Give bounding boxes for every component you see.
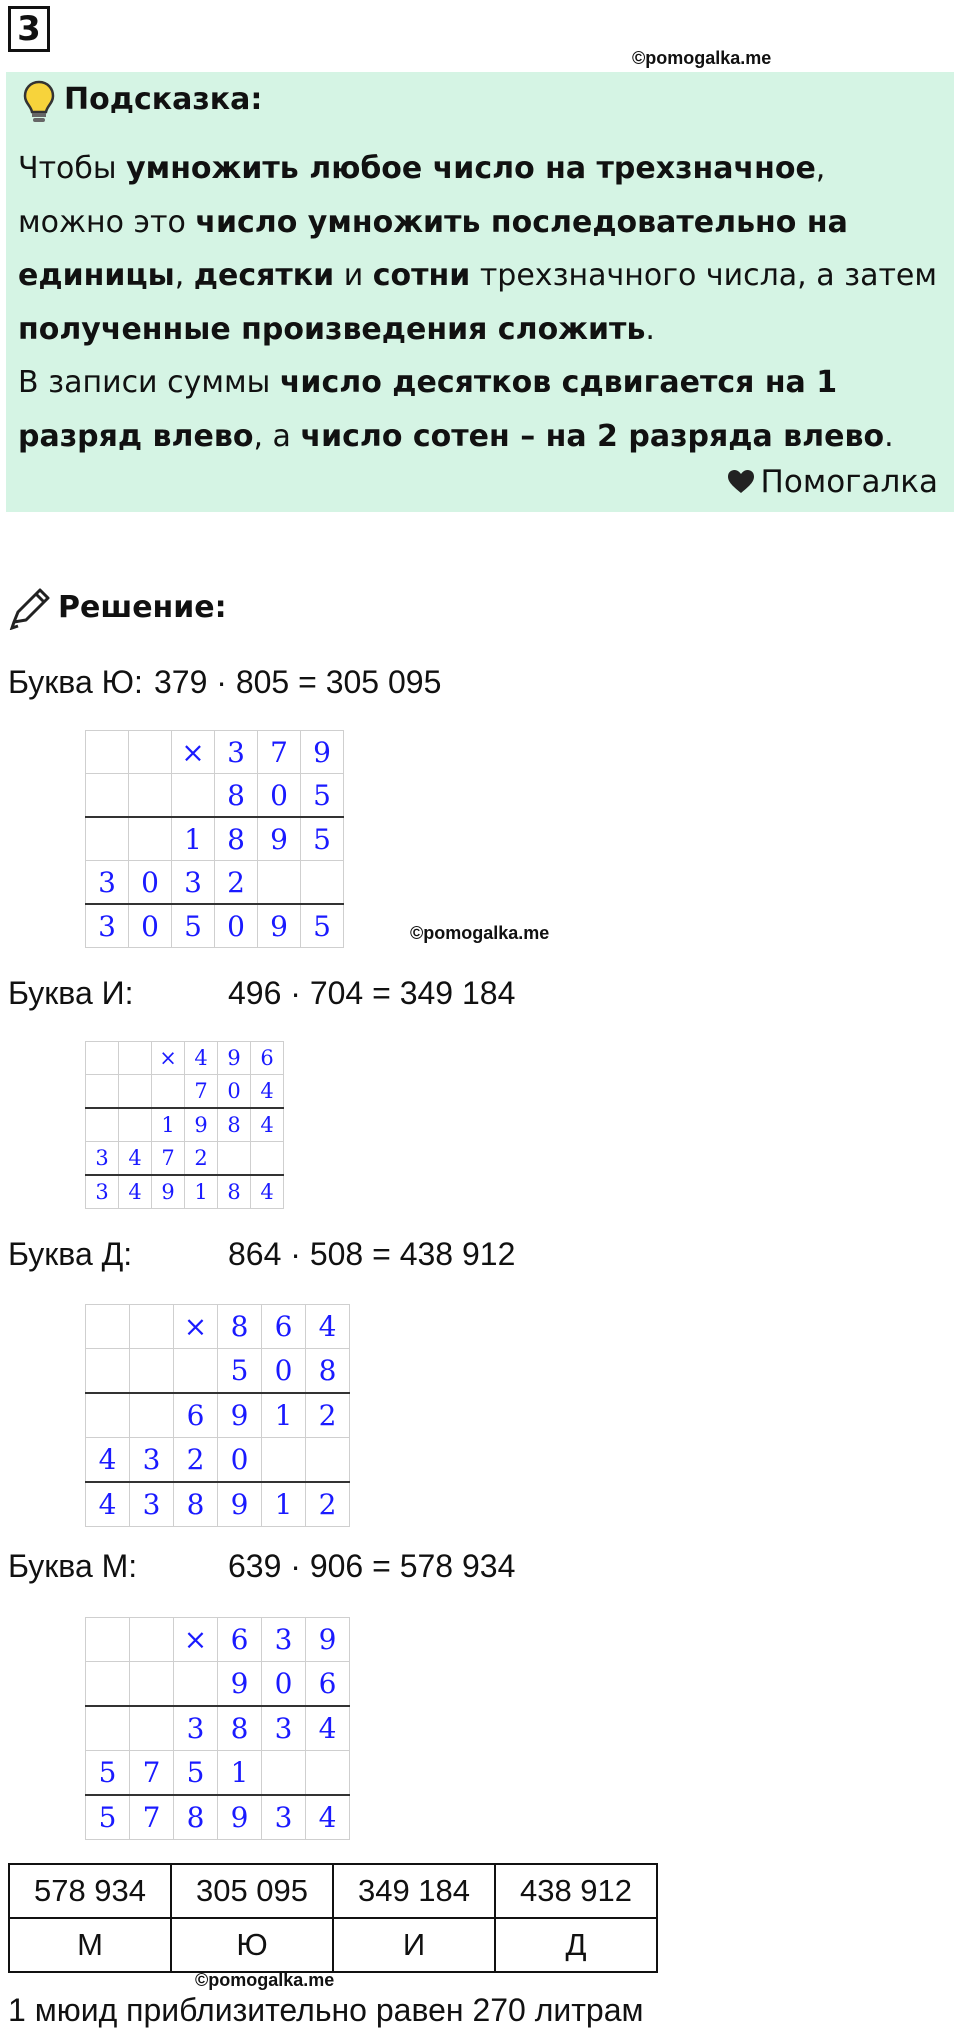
digit-cell: 4 (119, 1142, 152, 1176)
digit-cell (86, 1618, 130, 1662)
grid-row (86, 1706, 350, 1751)
digit-cell: 8 (218, 1706, 262, 1751)
digit-cell: 1 (185, 1175, 218, 1209)
multiply-sign: × (174, 1618, 218, 1662)
grid-row (86, 1305, 350, 1349)
digit-cell: 9 (218, 1662, 262, 1707)
digit-cell: 9 (218, 1393, 262, 1438)
watermark-top: ©pomogalka.me (632, 48, 772, 68)
digit-cell: 6 (262, 1305, 306, 1349)
digit-cell: 2 (215, 861, 258, 905)
digit-cell (119, 1042, 152, 1075)
digit-cell (129, 774, 172, 818)
grid-row (86, 1751, 350, 1796)
digit-cell: 0 (262, 1662, 306, 1707)
digit-cell (306, 1751, 350, 1796)
multiplication-grid-m (85, 1617, 350, 1840)
solution-title: Решение: (58, 590, 227, 625)
digit-cell (130, 1662, 174, 1707)
digit-cell: 3 (130, 1482, 174, 1527)
digit-cell: 4 (86, 1482, 130, 1527)
equation-d: 864 · 508 = 438 912 (228, 1236, 516, 1272)
digit-cell: 9 (306, 1618, 350, 1662)
digit-cell: 4 (306, 1795, 350, 1840)
multiply-sign: × (172, 731, 215, 774)
answer-letter: М (9, 1918, 171, 1972)
digit-cell (301, 861, 344, 905)
brand-label: Помогалка (727, 464, 938, 500)
letter-label-i: Буква И: (8, 975, 134, 1011)
digit-cell: 1 (218, 1751, 262, 1796)
digit-cell: 5 (301, 904, 344, 948)
digit-cell: 0 (129, 904, 172, 948)
grid-row (86, 1662, 350, 1707)
lightbulb-icon (22, 80, 56, 124)
digit-cell: 2 (306, 1482, 350, 1527)
multiply-sign: × (152, 1042, 185, 1075)
digit-cell: 2 (306, 1393, 350, 1438)
digit-cell: 9 (301, 731, 344, 774)
hint-title: Подсказка: (64, 82, 263, 117)
grid-row (86, 1142, 284, 1176)
digit-cell: 7 (152, 1142, 185, 1176)
digit-cell: 6 (251, 1042, 284, 1075)
answer-number: 438 912 (495, 1864, 657, 1918)
digit-cell: 5 (301, 774, 344, 818)
digit-cell (130, 1305, 174, 1349)
answer-number: 349 184 (333, 1864, 495, 1918)
digit-cell: 5 (86, 1751, 130, 1796)
digit-cell: 4 (251, 1108, 284, 1142)
digit-cell: 4 (251, 1175, 284, 1209)
grid-row (86, 1349, 350, 1394)
digit-cell (152, 1075, 185, 1109)
watermark-bottom: ©pomogalka.me (195, 1970, 335, 1990)
grid-row (86, 1393, 350, 1438)
letter-label-m: Буква М: (8, 1548, 138, 1584)
digit-cell: 5 (174, 1751, 218, 1796)
footer-note: 1 мюид приблизительно равен 270 литрам (8, 1992, 644, 2028)
digit-cell (86, 1075, 119, 1109)
answer-letters-row (9, 1918, 657, 1972)
grid-row (86, 1795, 350, 1840)
digit-cell (86, 817, 129, 861)
digit-cell (172, 774, 215, 818)
digit-cell: 8 (306, 1349, 350, 1394)
digit-cell: 9 (258, 817, 301, 861)
digit-cell: 5 (218, 1349, 262, 1394)
equation-yu: 379 · 805 = 305 095 (154, 664, 442, 700)
multiply-sign: × (174, 1305, 218, 1349)
answer-letter: Д (495, 1918, 657, 1972)
digit-cell (86, 731, 129, 774)
digit-cell: 0 (258, 774, 301, 818)
digit-cell: 1 (152, 1108, 185, 1142)
digit-cell: 5 (172, 904, 215, 948)
digit-cell: 7 (258, 731, 301, 774)
digit-cell (119, 1075, 152, 1109)
pencil-icon (8, 586, 52, 630)
digit-cell: 4 (251, 1075, 284, 1109)
letter-label-yu: Буква Ю: (8, 664, 143, 700)
digit-cell: 3 (262, 1706, 306, 1751)
grid-row (86, 1042, 284, 1075)
digit-cell: 3 (172, 861, 215, 905)
digit-cell (130, 1349, 174, 1394)
digit-cell: 2 (174, 1438, 218, 1483)
digit-cell (86, 1706, 130, 1751)
digit-cell (130, 1393, 174, 1438)
grid-row (86, 1618, 350, 1662)
digit-cell: 4 (306, 1305, 350, 1349)
hint-box (6, 72, 954, 512)
multiplication-grid-d (85, 1304, 350, 1527)
grid-row (86, 1482, 350, 1527)
digit-cell: 8 (218, 1175, 251, 1209)
digit-cell: 0 (262, 1349, 306, 1394)
digit-cell: 6 (218, 1618, 262, 1662)
digit-cell (129, 817, 172, 861)
digit-cell: 9 (152, 1175, 185, 1209)
grid-row (86, 1175, 284, 1209)
digit-cell: 9 (218, 1482, 262, 1527)
digit-cell (119, 1108, 152, 1142)
digit-cell (86, 1662, 130, 1707)
digit-cell: 7 (130, 1795, 174, 1840)
multiplication-grid-i (85, 1041, 284, 1209)
digit-cell: 9 (258, 904, 301, 948)
digit-cell (174, 1349, 218, 1394)
answer-numbers-row (9, 1864, 657, 1918)
digit-cell: 3 (86, 1142, 119, 1176)
digit-cell (129, 731, 172, 774)
answer-number: 305 095 (171, 1864, 333, 1918)
grid-row (86, 774, 344, 818)
digit-cell: 8 (215, 774, 258, 818)
grid-row (86, 1075, 284, 1109)
digit-cell: 6 (306, 1662, 350, 1707)
digit-cell: 1 (172, 817, 215, 861)
digit-cell (130, 1706, 174, 1751)
digit-cell: 4 (185, 1042, 218, 1075)
grid-row (86, 1108, 284, 1142)
digit-cell: 0 (129, 861, 172, 905)
digit-cell: 3 (86, 1175, 119, 1209)
digit-cell: 0 (218, 1075, 251, 1109)
digit-cell (262, 1751, 306, 1796)
digit-cell: 5 (86, 1795, 130, 1840)
grid-row (86, 861, 344, 905)
digit-cell: 3 (130, 1438, 174, 1483)
digit-cell: 7 (130, 1751, 174, 1796)
answer-letter: Ю (171, 1918, 333, 1972)
hint-text: Чтобы умножить любое число на трехзначное, можно это число умножить последовательно на единицы, десятки и сотни трехзначного числа, а затем полученные произведения сложить. В записи суммы число десятков сдвигается на 1 разряд влево, а число сотен – на 2 разряда влево. (18, 151, 938, 454)
digit-cell: 3 (86, 861, 129, 905)
equation-i: 496 · 704 = 349 184 (228, 975, 516, 1011)
grid-row (86, 904, 344, 948)
digit-cell: 2 (185, 1142, 218, 1176)
answer-letter: И (333, 1918, 495, 1972)
digit-cell: 4 (119, 1175, 152, 1209)
digit-cell: 6 (174, 1393, 218, 1438)
answer-number: 578 934 (9, 1864, 171, 1918)
digit-cell: 9 (218, 1042, 251, 1075)
digit-cell: 1 (262, 1482, 306, 1527)
digit-cell (86, 774, 129, 818)
digit-cell: 1 (262, 1393, 306, 1438)
digit-cell: 4 (306, 1706, 350, 1751)
digit-cell (258, 861, 301, 905)
digit-cell (262, 1438, 306, 1483)
heart-icon (727, 469, 755, 495)
digit-cell: 9 (218, 1795, 262, 1840)
digit-cell: 3 (86, 904, 129, 948)
digit-cell (251, 1142, 284, 1176)
task-number: 3 (8, 6, 50, 52)
digit-cell: 0 (218, 1438, 262, 1483)
digit-cell (86, 1393, 130, 1438)
digit-cell: 7 (185, 1075, 218, 1109)
digit-cell: 4 (86, 1438, 130, 1483)
grid-row (86, 1438, 350, 1483)
digit-cell (86, 1042, 119, 1075)
digit-cell: 9 (185, 1108, 218, 1142)
digit-cell (174, 1662, 218, 1707)
watermark-middle: ©pomogalka.me (410, 923, 550, 943)
digit-cell: 3 (262, 1795, 306, 1840)
digit-cell: 8 (215, 817, 258, 861)
grid-row (86, 817, 344, 861)
digit-cell: 8 (218, 1305, 262, 1349)
digit-cell: 8 (174, 1482, 218, 1527)
digit-cell: 5 (301, 817, 344, 861)
digit-cell (86, 1108, 119, 1142)
digit-cell: 3 (262, 1618, 306, 1662)
digit-cell (130, 1618, 174, 1662)
digit-cell (306, 1438, 350, 1483)
multiplication-grid-yu (85, 730, 344, 948)
digit-cell: 3 (174, 1706, 218, 1751)
grid-row (86, 731, 344, 774)
digit-cell (86, 1305, 130, 1349)
digit-cell: 3 (215, 731, 258, 774)
digit-cell: 0 (215, 904, 258, 948)
letter-label-d: Буква Д: (8, 1236, 133, 1272)
answer-table (8, 1863, 658, 1973)
equation-m: 639 · 906 = 578 934 (228, 1548, 516, 1584)
digit-cell: 8 (174, 1795, 218, 1840)
digit-cell: 8 (218, 1108, 251, 1142)
digit-cell (86, 1349, 130, 1394)
digit-cell (218, 1142, 251, 1176)
